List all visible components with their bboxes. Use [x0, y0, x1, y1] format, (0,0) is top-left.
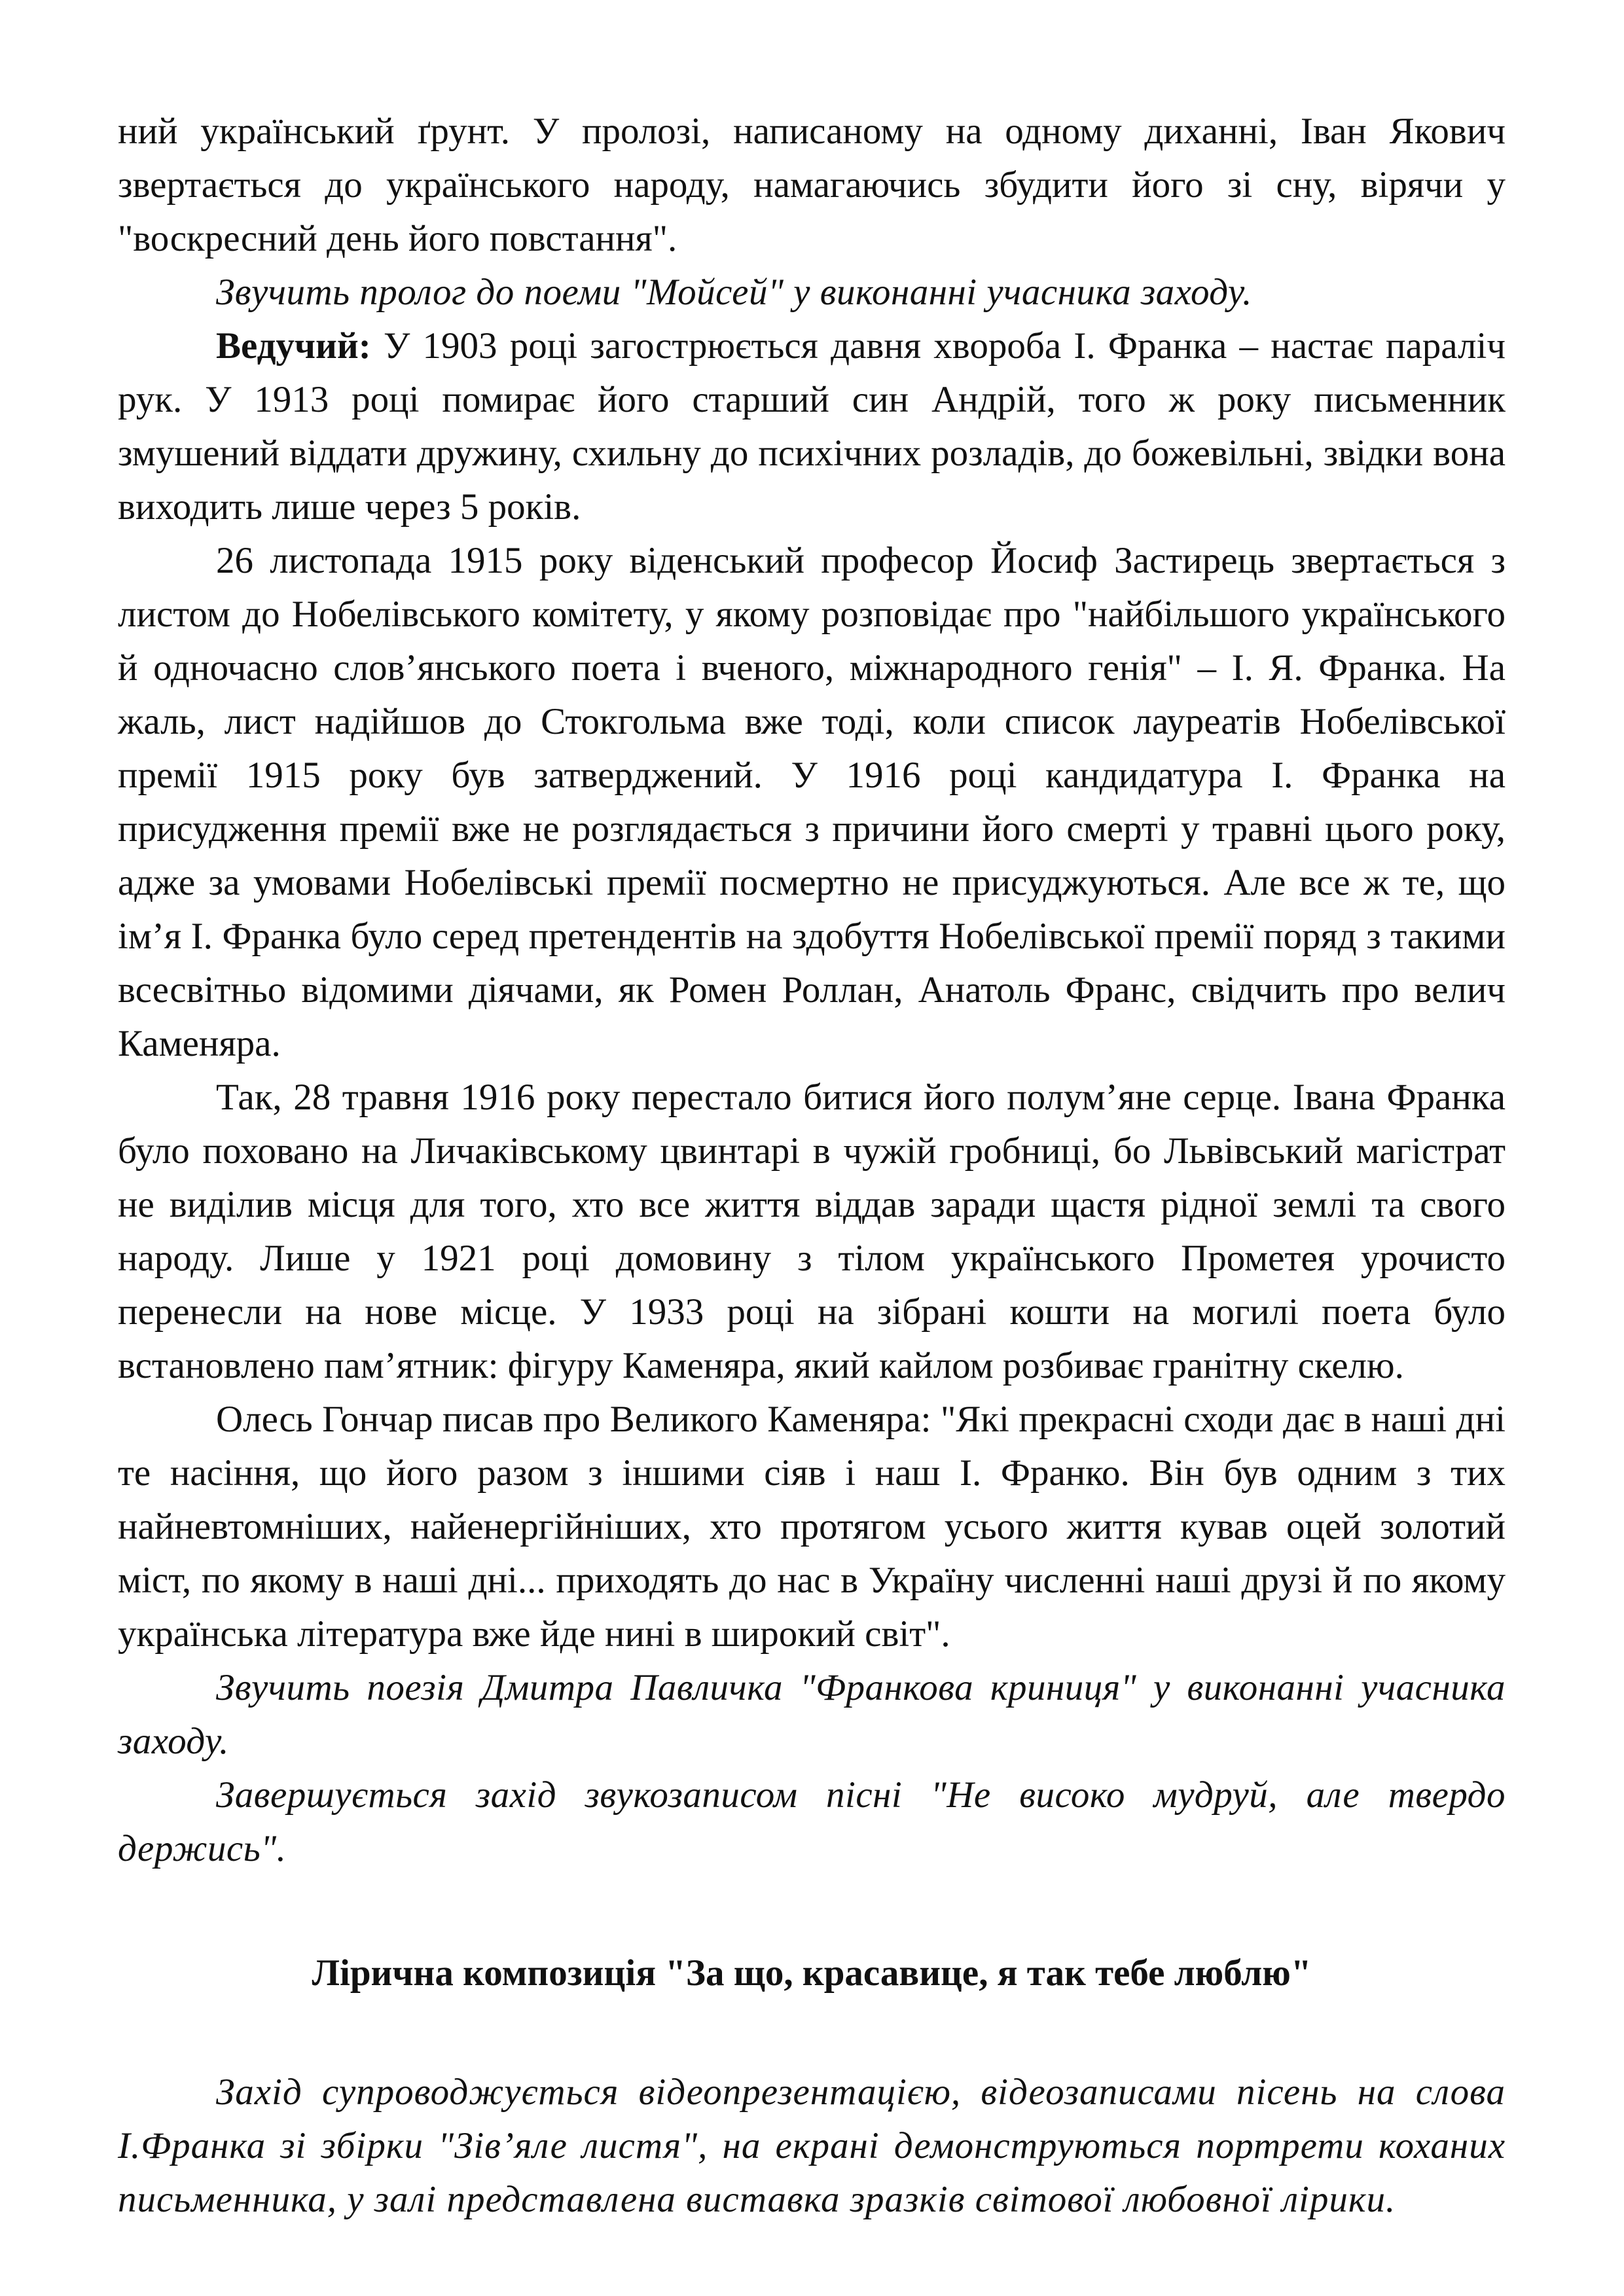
paragraph-honchar: Олесь Гончар писав про Великого Каменяра: "Які прекрасні сходи дає в наші дні те насіння, що його разом з іншими сіяв і наш І. Франко. Він був одним з тих найневтомніших, найенергійніших, хто протягом усього життя кував оцей золотий міст, по якому в наші дні... приходять до нас в Україну численні наші друзі й по якому українська література вже йде нині в широкий світ".: [118, 1399, 1506, 1655]
section-intro: Захід супроводжується відеопрезентацією, відеозаписами пісень на слова І.Франка зі збірки "Зів’яле листя", на екрані демонструються портрети коханих письменника, у залі представлена виставка зразків світової любовної лірики.: [118, 2072, 1506, 2220]
section-heading: Лірична композиція "За що, красавице, я так тебе люблю": [312, 1952, 1312, 1994]
stage-direction-closing: Завершується захід звукозаписом пісні "Не високо мудруй, але твердо держись".: [118, 1774, 1506, 1869]
paragraph-host: [118, 319, 1506, 534]
stage-direction-moses: Звучить пролог до поеми "Мойсей" у виконанні учасника заходу.: [216, 272, 1252, 313]
paragraph-host-text: У 1903 році загострюється давня хвороба І. Франка – настає параліч рук. У 1913 році помирає його старший син Андрій, того ж року письменник змушений віддати дружину, схильну до психічних розладів, до божевільні, звідки вона виходить лише через 5 років.: [118, 325, 1506, 528]
paragraph-nobel: 26 листопада 1915 року віденський професор Йосиф Застирець звертається з листом до Нобелівського комітету, у якому розповідає про "найбільшого українського й одночасно слов’янського поета і вченого, міжнародного генія" – І. Я. Франка. На жаль, лист надійшов до Стокгольма вже тоді, коли список лауреатів Нобелівської премії 1915 року був затверджений. У 1916 році кандидатура І. Франка на присудження премії вже не розглядається з причини його смерті у травні цього року, адже за умовами Нобелівські премії посмертно не присуджуються. Але все ж те, що ім’я І. Франка було серед претендентів на здобуття Нобелівської премії поряд з такими всесвітньо відомими діячами, як Ромен Роллан, Анатоль Франс, свідчить про велич Каменяра.: [118, 540, 1506, 1064]
document-page: [118, 105, 1506, 2227]
speaker-label: Ведучий:: [216, 325, 371, 367]
paragraph-death: Так, 28 травня 1916 року перестало битися його полум’яне серце. Івана Франка було поховано на Личаківському цвинтарі в чужій гробниці, бо Львівський магістрат не виділив місця для того, хто все життя віддав заради щастя рідної землі та свого народу. Лише у 1921 році домовину з тілом українського Прометея урочисто перенесли на нове місце. У 1933 році на зібрані кошти на могилі поета було встановлено пам’ятник: фігуру Каменяра, який кайлом розбиває гранітну скелю.: [118, 1077, 1506, 1386]
paragraph-prologue: ний український ґрунт. У пролозі, написаному на одному диханні, Іван Якович звертається до українського народу, намагаючись збудити його зі сну, вірячи у "воскресний день його повстання".: [118, 111, 1506, 259]
stage-direction-pavlychko: Звучить поезія Дмитра Павличка "Франкова криниця" у виконанні учасника заходу.: [118, 1667, 1506, 1762]
